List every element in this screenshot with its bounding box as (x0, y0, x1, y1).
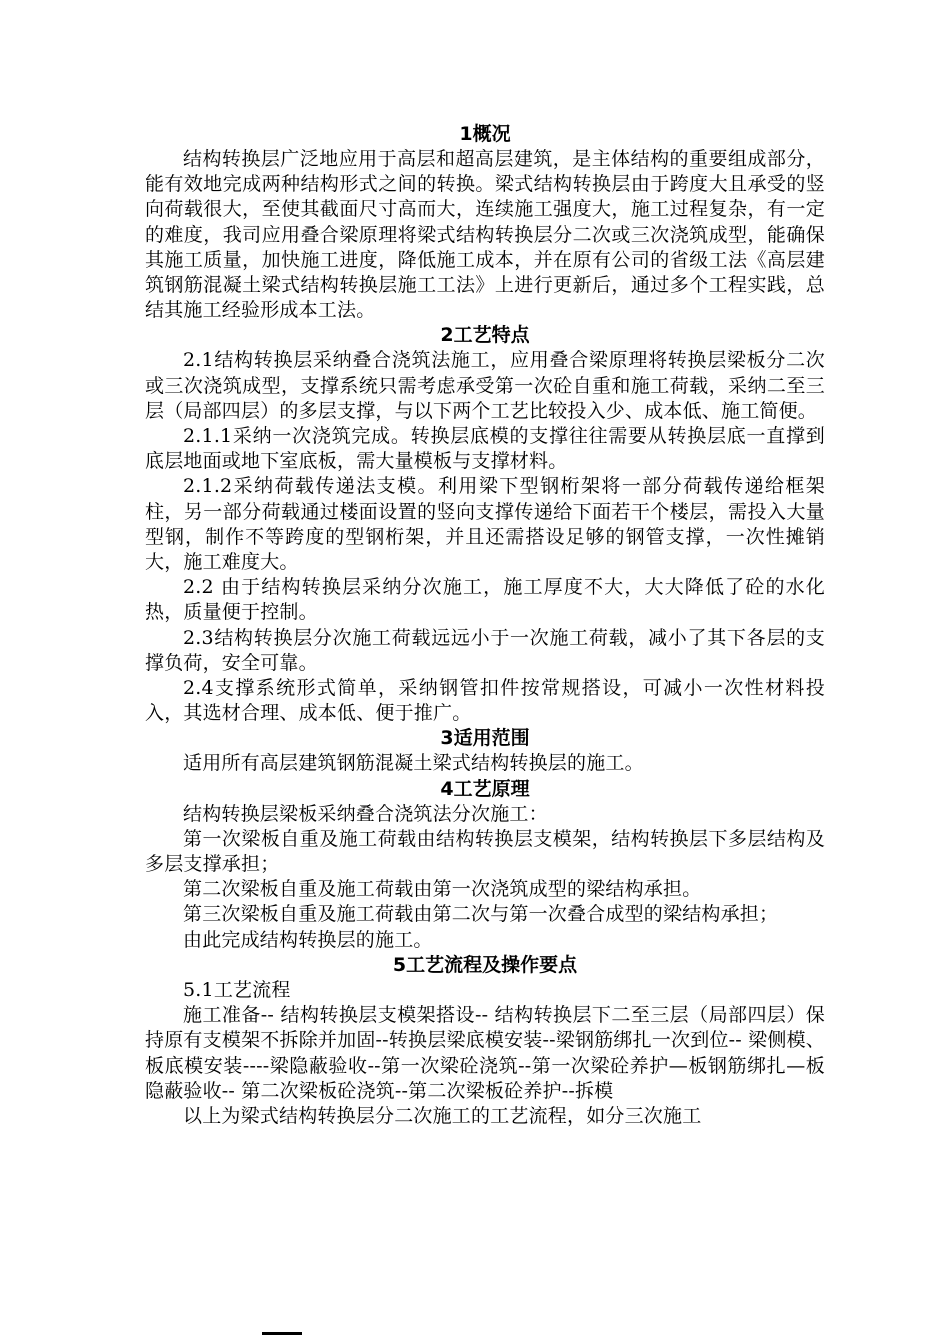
section-1-paragraph: 结构转换层广泛地应用于高层和超高层建筑，是主体结构的重要组成部分，能有效地完成两种结构形式之间的转换。梁式结构转换层由于跨度大且承受的竖向荷载很大，至使其截面尺寸高而大，连续施工强度大，施工过程复杂，有一定的难度，我司应用叠合梁原理将梁式结构转换层分二次或三次浇筑成型，能确保其施工质量，加快施工进度，降低施工成本，并在原有公司的省级工法《高层建筑钢筋混凝土梁式结构转换层施工工法》上进行更新后，通过多个工程实践，总结其施工经验形成本工法。 (145, 148, 825, 322)
section-2-paragraph-2-3: 2.3结构转换层分次施工荷载远远小于一次施工荷载，减小了其下各层的支撑负荷，安全可靠。 (145, 626, 825, 674)
section-2-paragraph-2-1-2: 2.1.2采纳荷载传递法支模。利用梁下型钢桁架将一部分荷载传递给框架柱，另一部分荷载通过楼面设置的竖向支撑传递给下面若干个楼层，需投入大量型钢，制作不等跨度的型钢桁架，并且还需搭设足够的钢管支撑，一次性摊销大，施工难度大。 (145, 475, 825, 574)
section-4-paragraph-conclusion: 由此完成结构转换层的施工。 (183, 928, 433, 951)
section-5-process-flow: 施工准备-- 结构转换层支模架搭设-- 结构转换层下二至三层（局部四层）保持原有支模架不拆除并加固--转换层梁底模安装--梁钢筋绑扎一次到位-- 梁侧模、板底模安装----梁隐蔽验收--第一次梁砼浇筑--第一次梁砼养护—板钢筋绑扎—板隐蔽验收-- 第二次梁板砼浇筑--第二次梁板砼养护--拆模 (145, 1004, 825, 1102)
section-4-paragraph-third: 第三次梁板自重及施工荷载由第二次与第一次叠合成型的梁结构承担； (183, 903, 779, 926)
section-4-paragraph-second: 第二次梁板自重及施工荷载由第一次浇筑成型的梁结构承担。 (183, 878, 702, 901)
section-2-paragraph-2-1: 2.1结构转换层采纳叠合浇筑法施工，应用叠合梁原理将转换层梁板分二次或三次浇筑成型，支撑系统只需考虑承受第一次砼自重和施工荷载，采纳二至三层（局部四层）的多层支撑，与以下两个工艺比较投入少、成本低、施工简便。 (145, 349, 825, 422)
section-3-paragraph: 适用所有高层建筑钢筋混凝土梁式结构转换层的施工。 (183, 752, 644, 775)
section-3-heading: 3适用范围 (440, 727, 530, 750)
section-4-heading: 4工艺原理 (440, 777, 530, 800)
section-2-paragraph-2-2: 2.2 由于结构转换层采纳分次施工，施工厚度不大，大大降低了砼的水化热，质量便于控制。 (145, 576, 825, 624)
footer-rule (262, 1332, 302, 1335)
section-4-paragraph-first: 第一次梁板自重及施工荷载由结构转换层支模架，结构转换层下多层结构及多层支撑承担； (145, 827, 825, 876)
section-5-paragraph-trailing: 以上为梁式结构转换层分二次施工的工艺流程，如分三次施工 (183, 1104, 702, 1127)
section-2-paragraph-2-1-1: 2.1.1采纳一次浇筑完成。转换层底模的支撑往往需要从转换层底一直撑到底层地面或地下室底板，需大量模板与支撑材料。 (145, 425, 825, 473)
document-body (145, 122, 825, 1129)
section-1-heading: 1概况 (459, 123, 511, 145)
section-4-paragraph-intro: 结构转换层梁板采纳叠合浇筑法分次施工： (183, 802, 548, 825)
section-5-subheading: 5.1工艺流程 (183, 978, 291, 1001)
section-2-paragraph-2-4: 2.4支撑系统形式简单，采纳钢管扣件按常规搭设，可减小一次性材料投入，其选材合理、成本低、便于推广。 (145, 677, 825, 725)
section-2-heading: 2工艺特点 (440, 324, 530, 347)
section-5-heading: 5工艺流程及操作要点 (392, 953, 578, 976)
